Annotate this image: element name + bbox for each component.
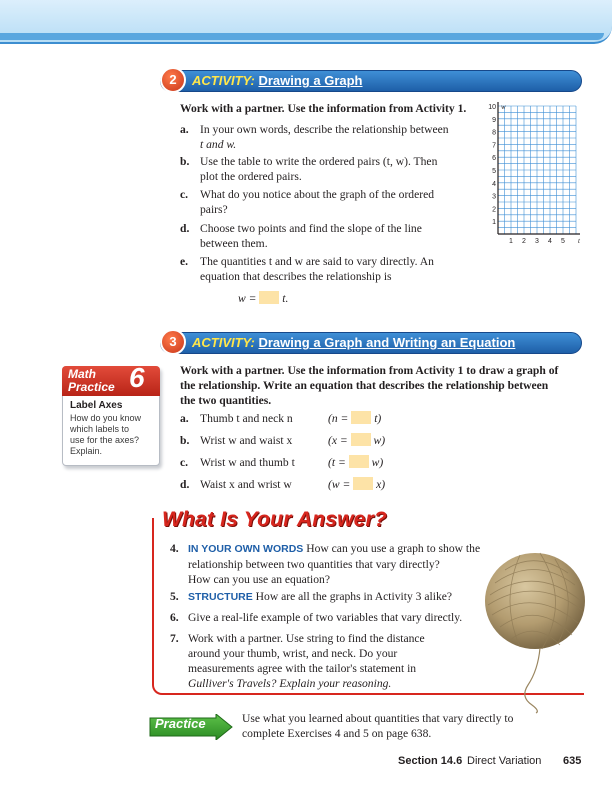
item-line1: Choose two points and find the slope of the line	[200, 222, 422, 235]
intro-line: Work with a partner. Use the information from Activity 1 to draw a graph of	[180, 364, 559, 377]
question-line: measurements agree with the tailor's statement in	[188, 662, 417, 675]
item-letter: b.	[180, 155, 190, 168]
item-line2: equation that describes the relationship is	[200, 270, 392, 283]
item-line2: pairs?	[200, 203, 228, 216]
activity2-label: ACTIVITY:	[192, 73, 255, 88]
item-equation	[328, 411, 381, 426]
answer-box[interactable]	[351, 433, 371, 446]
footer-topic: Direct Variation	[467, 755, 542, 767]
question-4	[170, 541, 500, 587]
mp-body-line: which labels to	[70, 424, 130, 434]
y-tick-label: 9	[492, 116, 496, 124]
answer-box[interactable]	[259, 291, 279, 304]
question-line: How can you use an equation?	[188, 573, 330, 586]
activity2-number-badge: 2	[160, 67, 186, 93]
intro-line: the relationship. Write an equation that describes the relationship between	[180, 379, 549, 392]
activity2-title	[192, 71, 363, 91]
eq-left: (t =	[328, 456, 346, 469]
y-axis-label: w	[501, 103, 506, 111]
x-tick-label: 2	[522, 238, 526, 245]
mp-body-line: use for the axes?	[70, 435, 140, 445]
mp-line2: Practice	[68, 380, 115, 394]
question-line: How are all the graphs in Activity 3 alike?	[255, 590, 453, 603]
y-tick-label: 5	[492, 168, 496, 175]
item-letter: d.	[180, 478, 190, 491]
activity2-item-d	[180, 221, 480, 253]
math-practice-heading: Label Axes	[70, 400, 123, 411]
answer-box[interactable]	[351, 411, 371, 424]
item-letter: c.	[180, 188, 189, 201]
item-line2: t and w.	[200, 138, 237, 151]
item-text: Waist x and wrist w	[200, 478, 292, 491]
item-letter: e.	[180, 255, 189, 268]
question-text	[188, 589, 488, 605]
footer-page-number: 635	[563, 755, 582, 767]
practice-line: Use what you learned about quantities that vary directly to	[242, 712, 514, 725]
y-tick-label: 4	[492, 180, 496, 188]
question-line: Work with a partner. Use string to find the distance	[188, 632, 425, 645]
question-label: STRUCTURE	[188, 591, 253, 603]
item-line2: plot the ordered pairs.	[200, 170, 302, 183]
mp-line1: Math	[68, 367, 96, 381]
math-practice-number: 6	[129, 362, 145, 393]
math-practice-body	[70, 413, 141, 457]
x-tick-label: 5	[561, 238, 565, 245]
coordinate-grid	[486, 100, 582, 248]
eq-left: (w =	[328, 478, 351, 491]
eq-right: t)	[374, 412, 382, 425]
answer-box[interactable]	[353, 477, 373, 490]
question-text	[188, 631, 488, 691]
x-axis-label: t	[578, 237, 580, 245]
activity3-label: ACTIVITY:	[192, 335, 255, 350]
y-tick-label: 7	[492, 142, 496, 150]
coordinate-grid-svg	[486, 100, 582, 248]
question-number: 7.	[170, 632, 179, 645]
equation-left: w =	[238, 292, 257, 305]
question-5	[170, 589, 500, 604]
question-number: 6.	[170, 611, 179, 624]
mp-body-line: Explain.	[70, 446, 103, 456]
question-line: around your thumb, wrist, and neck. Do your	[188, 647, 398, 660]
item-equation	[328, 433, 385, 448]
activity2-name: Drawing a Graph	[258, 73, 363, 88]
y-tick-label: 8	[492, 129, 496, 137]
question-text	[188, 541, 488, 587]
activity2-item-a	[180, 122, 480, 154]
intro-line: the two quantities.	[180, 394, 272, 407]
item-text: Thumb t and neck n	[200, 412, 293, 425]
y-tick-label: 6	[492, 155, 496, 163]
question-6	[170, 610, 500, 625]
activity3-title	[192, 333, 515, 353]
x-tick-label: 4	[548, 238, 552, 245]
question-7	[170, 631, 500, 691]
mp-body-line: How do you know	[70, 413, 142, 423]
ball-of-string-image	[480, 545, 590, 715]
activity3-number-badge: 3	[160, 329, 186, 355]
x-tick-label: 3	[535, 238, 539, 245]
y-tick-label: 3	[492, 193, 496, 201]
math-practice-title	[68, 368, 115, 394]
item-line1: What do you notice about the graph of the ordered	[200, 188, 435, 201]
eq-right: w)	[373, 434, 386, 447]
item-letter: c.	[180, 456, 189, 469]
item-text: Wrist w and thumb t	[200, 456, 295, 469]
item-line1: The quantities t and w are said to vary directly. An	[200, 255, 434, 268]
activity2-item-b	[180, 154, 480, 186]
activity3-item-d	[180, 477, 580, 492]
item-line1: In your own words, describe the relationship between	[200, 123, 449, 136]
item-text: Wrist w and waist x	[200, 434, 293, 447]
item-letter: b.	[180, 434, 190, 447]
practice-button-label: Practice	[155, 716, 206, 731]
eq-right: x)	[376, 478, 386, 491]
y-tick-label: 10	[488, 104, 496, 111]
activity2-item-c	[180, 187, 480, 219]
activity2-item-e	[180, 254, 480, 286]
item-line1: Use the table to write the ordered pairs (t, w). Then	[200, 155, 438, 168]
activity3-name: Drawing a Graph and Writing an Equation	[258, 335, 516, 350]
question-number: 5.	[170, 590, 179, 603]
activity2-intro: Work with a partner. Use the information from Activity 1.	[180, 102, 467, 115]
x-tick-label: 1	[509, 238, 513, 245]
question-text: Give a real-life example of two variables that vary directly.	[188, 611, 463, 624]
item-line2: between them.	[200, 237, 268, 250]
activity2-equation	[238, 291, 288, 306]
equation-right: t.	[282, 292, 289, 305]
item-letter: a.	[180, 412, 189, 425]
activity3-item-b	[180, 433, 580, 448]
practice-line: complete Exercises 4 and 5 on page 638.	[242, 727, 432, 740]
top-banner-band	[0, 33, 604, 40]
question-line: Gulliver's Travels? Explain your reasoning.	[188, 677, 392, 690]
question-label: IN YOUR OWN WORDS	[188, 543, 304, 555]
practice-text	[242, 711, 513, 741]
eq-left: (x =	[328, 434, 348, 447]
y-tick-label: 2	[492, 206, 496, 214]
question-line: How can you use a graph to show the	[306, 542, 481, 555]
item-letter: d.	[180, 222, 190, 235]
eq-left: (n =	[328, 412, 349, 425]
footer-section: Section 14.6	[398, 755, 463, 767]
item-equation	[328, 455, 383, 470]
y-tick-label: 1	[492, 219, 496, 227]
activity3-item-a	[180, 411, 580, 426]
item-letter: a.	[180, 123, 189, 136]
item-equation	[328, 477, 385, 492]
answer-box[interactable]	[349, 455, 369, 468]
activity3-item-c	[180, 455, 580, 470]
question-number: 4.	[170, 542, 179, 555]
eq-right: w)	[371, 456, 384, 469]
activity3-intro	[180, 363, 580, 408]
question-line: relationship between two quantities that vary directly?	[188, 558, 440, 571]
what-is-your-answer-title: What Is Your Answer?	[158, 508, 391, 532]
